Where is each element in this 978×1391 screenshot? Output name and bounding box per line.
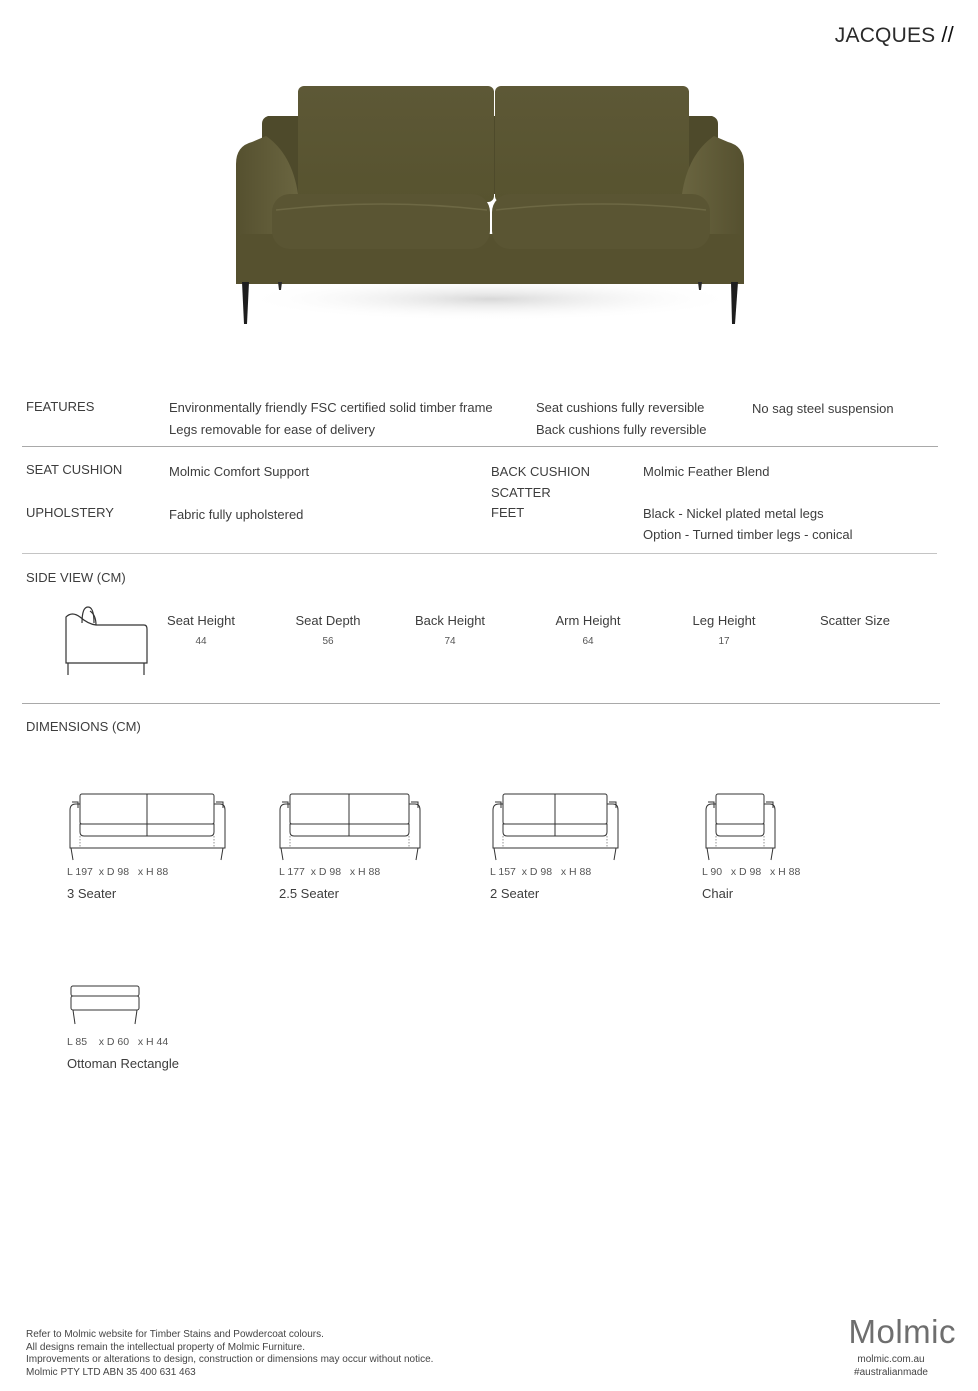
side-measure-label: Seat Height <box>167 613 235 628</box>
side-measure-label: Back Height <box>414 613 486 628</box>
footer-note: All designs remain the intellectual property of Molmic Furniture. <box>26 1341 306 1353</box>
length: L 90 <box>702 866 723 878</box>
sofa-photo <box>232 84 748 326</box>
features-label: FEATURES <box>26 399 95 414</box>
dimension-text <box>490 866 591 878</box>
side-measure-label: Arm Height <box>555 613 621 628</box>
upholstery-label: UPHOLSTERY <box>26 505 114 520</box>
seat-cushion-value: Molmic Comfort Support <box>169 464 310 479</box>
side-view-drawing <box>62 605 152 677</box>
depth: x D 98 <box>730 866 762 878</box>
side-view-heading: SIDE VIEW (CM) <box>26 570 126 585</box>
side-measure-value: 64 <box>582 636 594 647</box>
footer-note: Molmic PTY LTD ABN 35 400 631 463 <box>26 1366 196 1378</box>
dimension-name: 2 Seater <box>490 886 540 901</box>
depth: x D 98 <box>310 866 342 878</box>
dimensions-heading: DIMENSIONS (CM) <box>26 719 141 734</box>
length: L 197 <box>67 866 93 878</box>
dimension-text <box>67 1036 168 1048</box>
length: L 85 <box>67 1036 88 1048</box>
side-measure-value: 74 <box>444 636 456 647</box>
depth: x D 98 <box>98 866 130 878</box>
dimension-name: 3 Seater <box>67 886 117 901</box>
chair-drawing <box>704 792 778 862</box>
website-link[interactable]: molmic.com.au <box>857 1354 925 1365</box>
depth: x D 60 <box>98 1036 130 1048</box>
product-title <box>835 22 954 48</box>
two-half-seater-drawing <box>278 792 423 862</box>
product-name: JACQUES <box>834 24 936 47</box>
three-seater-drawing <box>68 792 228 862</box>
product-image <box>232 84 748 326</box>
back-cushion-value: Molmic Feather Blend <box>643 464 770 479</box>
dimension-text <box>702 866 800 878</box>
scatter-label: SCATTER <box>491 485 551 500</box>
dimension-name: Chair <box>702 886 734 901</box>
dimension-text <box>279 866 380 878</box>
depth: x D 98 <box>521 866 553 878</box>
two-seater-drawing <box>491 792 621 862</box>
divider <box>22 446 938 447</box>
divider <box>22 703 940 704</box>
side-measure-label: Seat Depth <box>295 613 361 628</box>
length: L 177 <box>279 866 305 878</box>
feet-label: FEET <box>491 505 525 520</box>
feet-value: Black - Nickel plated metal legs <box>643 506 824 521</box>
upholstery-value: Fabric fully upholstered <box>169 507 304 522</box>
ottoman-drawing <box>69 984 141 1028</box>
side-measure-value: 56 <box>322 636 334 647</box>
height: x H 88 <box>137 866 169 878</box>
feature-item: Legs removable for ease of delivery <box>169 422 375 437</box>
back-cushion-label: BACK CUSHION <box>491 464 590 479</box>
height: x H 88 <box>560 866 592 878</box>
dimension-name: 2.5 Seater <box>279 886 339 901</box>
feature-item: Back cushions fully reversible <box>536 422 707 437</box>
feature-item: Seat cushions fully reversible <box>536 400 705 415</box>
dimension-text <box>67 866 168 878</box>
feet-option-value: Option - Turned timber legs - conical <box>643 527 853 542</box>
dimension-name: Ottoman Rectangle <box>67 1056 180 1071</box>
side-measure-label: Scatter Size <box>819 613 891 628</box>
side-measure-value: 44 <box>195 636 207 647</box>
seat-cushion-label: SEAT CUSHION <box>26 462 123 477</box>
footer-notes <box>26 1329 433 1379</box>
height: x H 44 <box>137 1036 169 1048</box>
feature-item: Environmentally friendly FSC certified solid timber frame <box>169 400 493 415</box>
side-measure-label: Leg Height <box>692 613 756 628</box>
height: x H 88 <box>349 866 381 878</box>
side-measure-value: 17 <box>718 636 730 647</box>
divider <box>22 553 937 554</box>
footer-note: Refer to Molmic website for Timber Stains and Powdercoat colours. <box>26 1329 324 1340</box>
length: L 157 <box>490 866 516 878</box>
title-mark: // <box>941 22 954 47</box>
height: x H 88 <box>769 866 801 878</box>
feature-item: No sag steel suspension <box>752 401 894 416</box>
hashtag: #australianmade <box>854 1366 928 1378</box>
brand-links <box>836 1354 946 1379</box>
brand-logo: Molmic <box>848 1313 956 1350</box>
footer-note: Improvements or alterations to design, construction or dimensions may occur without notice. <box>26 1354 434 1366</box>
